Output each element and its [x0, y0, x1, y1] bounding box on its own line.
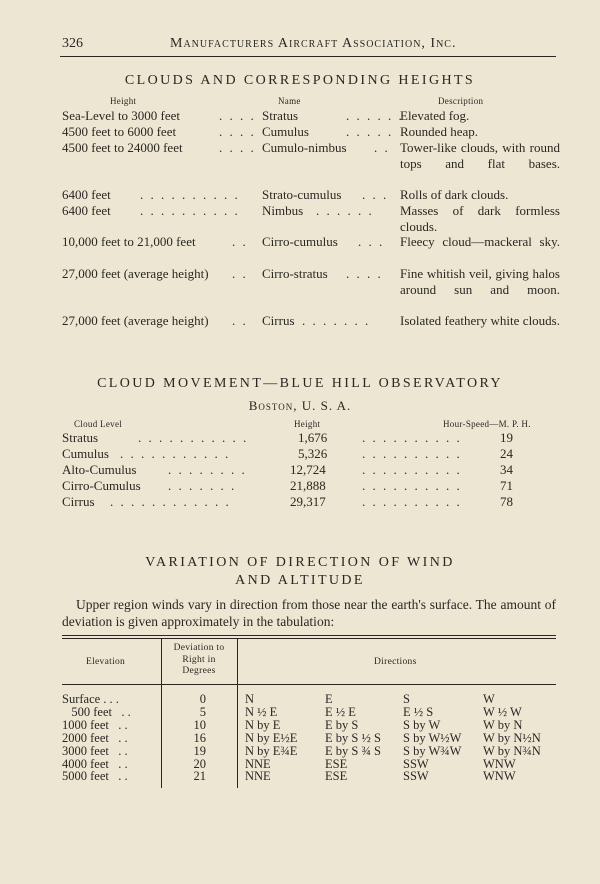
- cloud-description: Masses of dark formless clouds.: [400, 203, 560, 234]
- movement-title: CLOUD MOVEMENT—BLUE HILL OBSERVATORY: [97, 376, 503, 391]
- table-row: [62, 494, 562, 510]
- deviation-column: 0 5 10 16 19 20 21: [193, 692, 206, 784]
- cloud-height: 1,676: [298, 430, 328, 445]
- cloud-name: Cumulus: [262, 124, 309, 139]
- leader-dots: . . . .: [219, 140, 256, 155]
- table-top-rule-2: [62, 638, 556, 639]
- col-deviation-line: Deviation to: [173, 643, 225, 653]
- col-deviation: [168, 643, 230, 678]
- cloud-height: 4500 feet to 24000 feet: [62, 140, 183, 155]
- cloud-level: Alto-Cumulus: [62, 462, 137, 477]
- cloud-name: Cumulo-nimbus: [262, 140, 347, 155]
- movement-subtitle: Boston, U. S. A.: [248, 398, 352, 413]
- table-row: [62, 462, 562, 478]
- cloud-description: Fleecy cloud—mackeral sky.: [400, 234, 560, 249]
- header-rule: [60, 56, 556, 57]
- cloud-level: Cirro-Cumulus: [62, 478, 141, 493]
- movement-col-level: Cloud Level: [74, 419, 123, 429]
- hour-speed: 24: [500, 446, 513, 461]
- cloud-description: Rounded heap.: [400, 124, 478, 139]
- leader-dots: . . . . . . . . . .: [362, 430, 462, 445]
- hour-speed: 34: [500, 462, 513, 477]
- leader-dots: . . . . . . . . . .: [362, 446, 462, 461]
- leader-dots: . . . . . .: [346, 108, 404, 123]
- leader-dots: . . . . . . . . . .: [362, 462, 462, 477]
- wind-title-line1: VARIATION OF DIRECTION OF WIND: [145, 555, 455, 570]
- direction-column-south: S E ½ S S by W S by W½W S by W¾W SSW SSW: [403, 692, 462, 784]
- hour-speed: 78: [500, 494, 513, 509]
- cloud-name: Cirro-stratus: [262, 266, 328, 281]
- table-row: [62, 446, 562, 462]
- cloud-height: Sea-Level to 3000 feet: [62, 108, 181, 123]
- leader-dots: . . . . . . . . . . .: [138, 430, 249, 445]
- leader-dots: . .: [232, 266, 248, 281]
- table-row: [62, 187, 562, 203]
- leader-dots: . . . . . . . . . .: [140, 203, 240, 218]
- leader-dots: . . . . . . .: [168, 478, 237, 493]
- table-row: [62, 108, 562, 124]
- leader-dots: . . . . . . .: [302, 313, 371, 328]
- cloud-height: 27,000 feet (average height): [62, 313, 209, 328]
- cloud-description: Isolated feathery white clouds.: [400, 313, 560, 328]
- table-row: [62, 124, 562, 140]
- leader-dots: . . . .: [219, 108, 256, 123]
- cloud-height: 27,000 feet (average height): [62, 266, 209, 281]
- cloud-height: 6400 feet: [62, 203, 111, 218]
- elevation-column: Surface . . . 500 feet . . 1000 feet . . 2000 feet . . 3000 feet . . 4000 feet . . 5000 feet . .: [62, 692, 131, 784]
- leader-dots: . .: [232, 234, 248, 249]
- cloud-height: 5,326: [298, 446, 328, 461]
- clouds-col-height: Height: [110, 96, 137, 106]
- cloud-level: Cumulus: [62, 446, 109, 461]
- cloud-description: Tower-like clouds, with round tops and flat bases.: [400, 140, 560, 171]
- clouds-title: CLOUDS AND CORRESPONDING HEIGHTS: [124, 73, 476, 88]
- col-elevation: Elevation: [86, 657, 126, 667]
- cloud-name: Strato-cumulus: [262, 187, 342, 202]
- cloud-level: Stratus: [62, 430, 99, 445]
- running-head: Manufacturers Aircraft Association, Inc.: [170, 36, 457, 51]
- leader-dots: . . . . .: [346, 124, 394, 139]
- leader-dots: . . . . . . . . . . .: [120, 446, 231, 461]
- leader-dots: . . . . . . . . . . . .: [110, 494, 231, 509]
- wind-intro-paragraph: Upper region winds vary in direction from those near the earth's surface. The amount of deviation is given approximately in the tabulation:: [62, 597, 556, 629]
- cloud-name: Nimbus: [262, 203, 304, 218]
- column-divider: [237, 638, 238, 788]
- cloud-height: 29,317: [290, 494, 326, 509]
- leader-dots: . . . . . . . .: [168, 462, 247, 477]
- hour-speed: 19: [500, 430, 513, 445]
- cloud-description: Fine whitish veil, giving halos around sun and moon.: [400, 266, 560, 297]
- hour-speed: 71: [500, 478, 513, 493]
- cloud-name: Stratus: [262, 108, 299, 123]
- clouds-col-name: Name: [278, 96, 301, 106]
- table-row: [62, 430, 562, 446]
- table-row: [62, 478, 562, 494]
- leader-dots: . . . .: [346, 266, 383, 281]
- column-divider: [161, 638, 162, 788]
- table-top-rule: [62, 635, 556, 636]
- leader-dots: . . . . . . . . . .: [140, 187, 240, 202]
- cloud-description: Elevated fog.: [400, 108, 470, 123]
- cloud-description: Rolls of dark clouds.: [400, 187, 509, 202]
- leader-dots: . .: [232, 313, 248, 328]
- direction-column-west: W W ½ W W by N W by N½N W by N¾N WNW WNW: [483, 692, 541, 784]
- table-header-rule: [62, 684, 556, 685]
- cloud-height: 10,000 feet to 21,000 feet: [62, 234, 196, 249]
- movement-col-height: Height: [294, 419, 321, 429]
- col-deviation-line: Right in: [182, 654, 216, 665]
- leader-dots: . . . . . . . . . .: [362, 494, 462, 509]
- leader-dots: . . . . . .: [316, 203, 374, 218]
- leader-dots: . .: [374, 140, 390, 155]
- cloud-height: 12,724: [290, 462, 326, 477]
- cloud-height: 4500 feet to 6000 feet: [62, 124, 177, 139]
- clouds-col-description: Description: [438, 96, 484, 106]
- movement-col-speed: Hour-Speed—M. P. H.: [443, 419, 531, 429]
- direction-column-east: E E ½ E E by S E by S ½ S E by S ¾ S ESE ESE: [325, 692, 381, 784]
- col-deviation-line: Degrees: [182, 666, 216, 676]
- cloud-height: 6400 feet: [62, 187, 111, 202]
- col-directions: Directions: [374, 657, 417, 667]
- cloud-height: 21,888: [290, 478, 326, 493]
- cloud-name: Cirrus: [262, 313, 295, 328]
- direction-column-north: N N ½ E N by E N by E½E N by E¾E NNE NNE: [245, 692, 298, 784]
- wind-title-line2: AND ALTITUDE: [235, 573, 365, 588]
- leader-dots: . . . . . . . . . .: [362, 478, 462, 493]
- cloud-level: Cirrus: [62, 494, 95, 509]
- leader-dots: . . .: [358, 234, 385, 249]
- cloud-name: Cirro-cumulus: [262, 234, 338, 249]
- leader-dots: . . .: [362, 187, 389, 202]
- page-number: 326: [62, 36, 83, 51]
- leader-dots: . . . .: [219, 124, 256, 139]
